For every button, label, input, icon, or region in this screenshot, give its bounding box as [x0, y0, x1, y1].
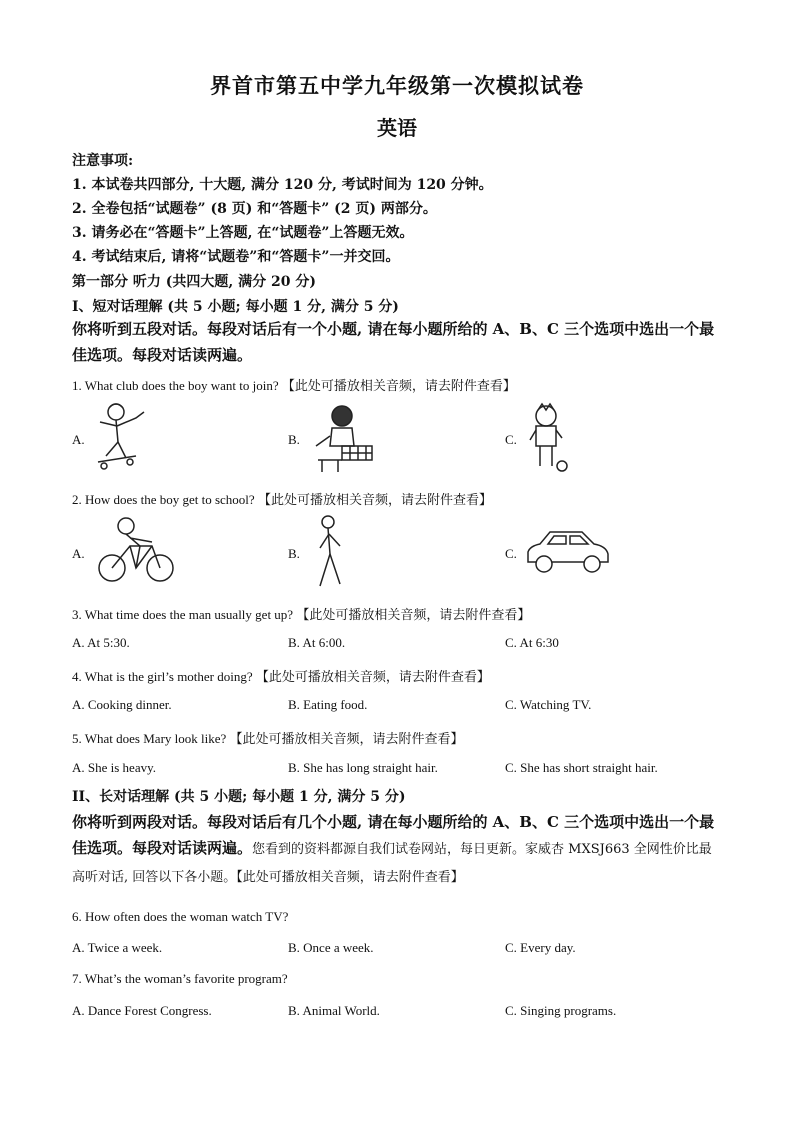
- option-a-label: A.: [72, 546, 85, 561]
- option-b: B. Animal World.: [288, 1003, 380, 1018]
- note-item: 2. 全卷包括“试题卷” (8 页) 和“答题卡” (2 页) 两部分。: [72, 201, 437, 217]
- question-4: 4. What is the girl’s mother doing? 【此处可播放相关音频，请去附件查看】: [72, 669, 490, 684]
- option-c: C. Singing programs.: [505, 1003, 617, 1018]
- section1-instructions: 你将听到五段对话。每段对话后有一个小题, 请在每小题所给的 A、B、C 三个选项中选出一个最佳选项。每段对话读两遍。: [72, 320, 715, 364]
- part1-heading: 第一部分 听力 (共四大题, 满分 20 分): [72, 274, 316, 290]
- option-a: A. Twice a week.: [72, 940, 163, 955]
- question-5: 5. What does Mary look like? 【此处可播放相关音频，请去附件查看】: [72, 731, 464, 746]
- subject-title: 英语: [377, 116, 417, 140]
- section2-instructions: [72, 809, 724, 891]
- person-walking-image: [312, 514, 348, 590]
- question-2: 2. How does the boy get to school? 【此处可播放相关音频，请去附件查看】: [72, 492, 492, 507]
- option-c: C. At 6:30: [505, 635, 559, 650]
- skateboarding-boy-image: [92, 400, 148, 472]
- notes-heading: 注意事项:: [72, 153, 134, 169]
- option-b-label: B.: [288, 432, 300, 447]
- boy-playing-soccer-image: [528, 402, 572, 474]
- option-a: A. She is heavy.: [72, 760, 157, 775]
- car-image: [524, 526, 612, 578]
- note-item: 3. 请务必在“答题卡”上答题, 在“试题卷”上答题无效。: [72, 225, 414, 241]
- option-b: B. At 6:00.: [288, 635, 346, 650]
- option-a: A. At 5:30.: [72, 635, 130, 650]
- note-item: 4. 考试结束后, 请将“试题卷”和“答题卡”一并交回。: [72, 249, 400, 265]
- boy-riding-bike-image: [96, 516, 176, 584]
- note-item: 1. 本试卷共四部分, 十大题, 满分 120 分, 考试时间为 120 分钟。: [72, 177, 493, 193]
- option-a-label: A.: [72, 432, 85, 447]
- option-c: C. She has short straight hair.: [505, 760, 658, 775]
- section2-instructions-tail: 您看到的资料都源自我们试卷网站，每日更新。家威杏 MXSJ663 全网性价比最高听对话, 回答以下各小题。【此处可播放相关音频，请去附件查看】: [72, 842, 712, 885]
- question-7: 7. What’s the woman’s favorite program?: [72, 971, 288, 986]
- question-6: 6. How often does the woman watch TV?: [72, 909, 289, 924]
- option-c: C. Watching TV.: [505, 697, 592, 712]
- section2-heading: II、长对话理解 (共 5 小题; 每小题 1 分, 满分 5 分): [72, 789, 406, 805]
- option-b: B. Eating food.: [288, 697, 368, 712]
- option-c: C. Every day.: [505, 940, 576, 955]
- option-b: B. She has long straight hair.: [288, 760, 438, 775]
- question-3: 3. What time does the man usually get up? 【此处可播放相关音频，请去附件查看】: [72, 607, 531, 622]
- option-a: A. Dance Forest Congress.: [72, 1003, 212, 1018]
- section2-instructions-text: 你将听到两段对话。每段对话后有几个小题, 请在每小题所给的 A、B、C 三个选项中选出一个最佳选项。每段对话读两遍。: [72, 813, 715, 857]
- exam-title: 界首市第五中学九年级第一次模拟试卷: [210, 73, 584, 98]
- option-b-label: B.: [288, 546, 300, 561]
- option-c-label: C.: [505, 432, 517, 447]
- boy-playing-chess-image: [312, 402, 376, 472]
- question-1: 1. What club does the boy want to join? 【此处可播放相关音频，请去附件查看】: [72, 378, 516, 393]
- option-b: B. Once a week.: [288, 940, 374, 955]
- option-a: A. Cooking dinner.: [72, 697, 172, 712]
- option-c-label: C.: [505, 546, 517, 561]
- section1-heading: I、短对话理解 (共 5 小题; 每小题 1 分, 满分 5 分): [72, 299, 399, 315]
